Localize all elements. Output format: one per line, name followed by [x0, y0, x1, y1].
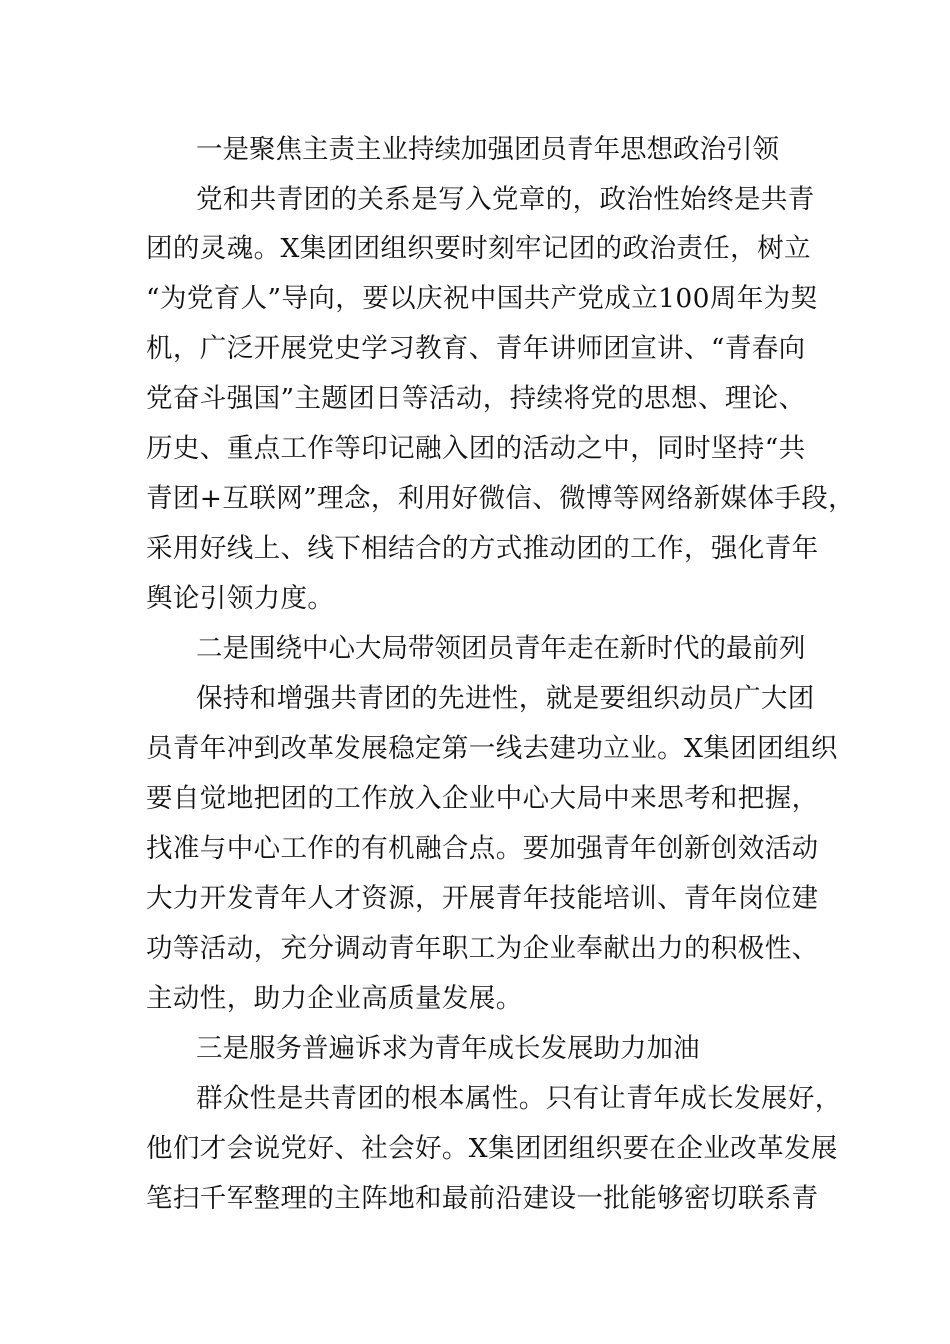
paragraph-line: 青团+互联网”理念，利用好微信、微博等网络新媒体手段，: [146, 483, 856, 514]
paragraph-line: 党和共青团的关系是写入党章的，政治性始终是共青: [196, 184, 815, 215]
paragraph-line: 笔扫千军整理的主阵地和最前沿建设一批能够密切联系青: [146, 1183, 819, 1214]
paragraph-line: “为党育人”导向，要以庆祝中国共产党成立100周年为契: [146, 283, 818, 314]
paragraph-line: 党奋斗强国”主题团日等活动，持续将党的思想、理论、: [146, 383, 806, 414]
paragraph-line: 历史、重点工作等印记融入团的活动之中，同时坚持“共: [146, 433, 806, 464]
paragraph-line: 保持和增强共青团的先进性，就是要组织动员广大团: [196, 683, 815, 714]
paragraph-line: 他们才会说党好、社会好。X集团团组织要在企业改革发展: [146, 1133, 838, 1164]
section-heading-3: 三是服务普遍诉求为青年成长发展助力加油: [196, 1033, 700, 1064]
paragraph-line: 功等活动，充分调动青年职工为企业奉献出力的积极性、: [146, 933, 819, 964]
section-heading-2: 二是围绕中心大局带领团员青年走在新时代的最前列: [196, 633, 806, 664]
paragraph-line: 群众性是共青团的根本属性。只有让青年成长发展好，: [196, 1083, 842, 1114]
paragraph-line: 采用好线上、线下相结合的方式推动团的工作，强化青年: [146, 533, 819, 564]
paragraph-line: 团的灵魂。X集团团组织要时刻牢记团的政治责任，树立: [146, 233, 811, 264]
paragraph-line: 舆论引领力度。: [146, 583, 335, 614]
section-heading-1: 一是聚焦主责主业持续加强团员青年思想政治引领: [196, 134, 779, 165]
paragraph-line: 大力开发青年人才资源，开展青年技能培训、青年岗位建: [146, 883, 819, 914]
paragraph-line: 找准与中心工作的有机融合点。要加强青年创新创效活动: [146, 833, 819, 864]
paragraph-line: 机，广泛开展党史学习教育、青年讲师团宣讲、“青春向: [146, 333, 806, 364]
paragraph-line: 员青年冲到改革发展稳定第一线去建功立业。X集团团组织: [146, 733, 838, 764]
paragraph-line: 要自觉地把团的工作放入企业中心大局中来思考和把握，: [146, 783, 819, 814]
paragraph-line: 主动性，助力企业高质量发展。: [146, 983, 523, 1014]
